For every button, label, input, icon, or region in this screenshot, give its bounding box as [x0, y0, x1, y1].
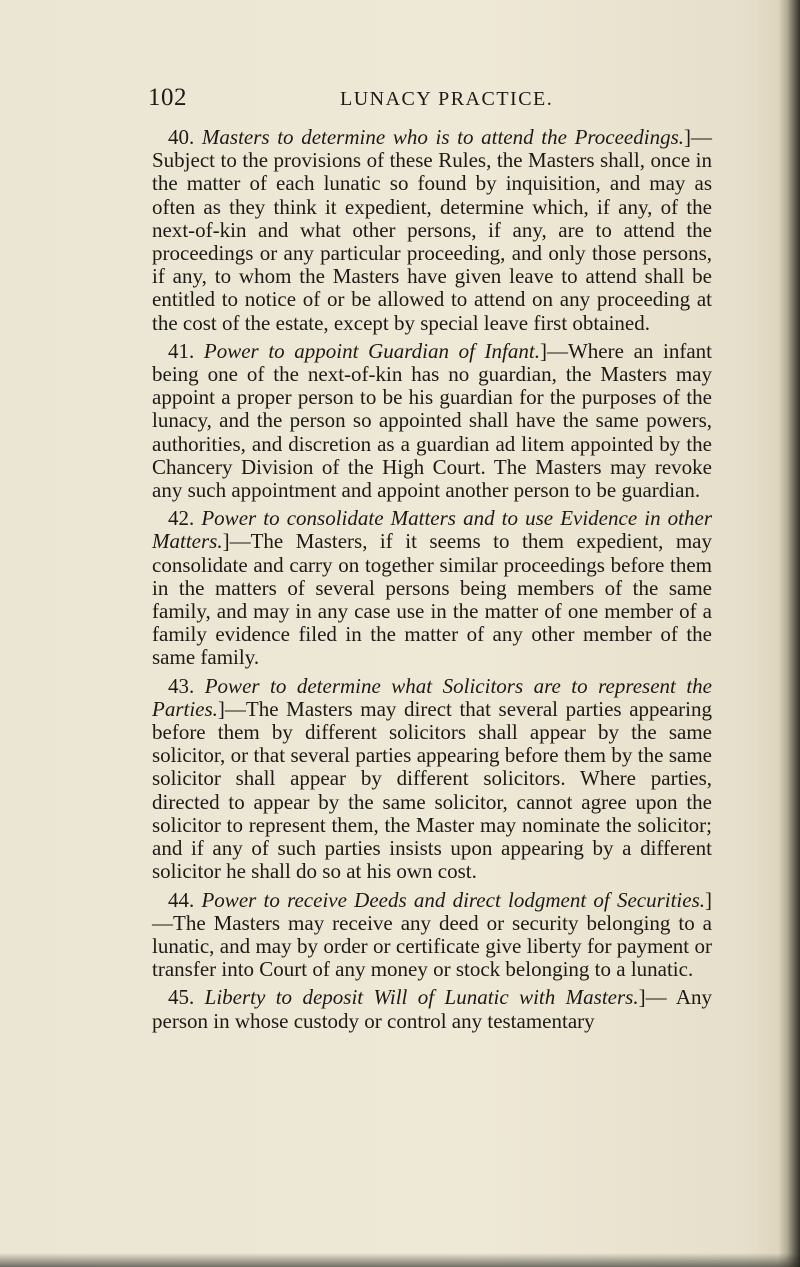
- paragraph-body: Any person in whose custody or control any testamentary: [152, 985, 713, 1033]
- paragraph-number: 42.: [168, 506, 195, 531]
- paragraph-body: The Masters may receive any deed or security belonging to a lunatic, and may by order or certificate give liberty for payment or transfer into Court of any money or stock belonging to a lunatic.: [152, 910, 712, 982]
- page-number: 102: [148, 84, 187, 111]
- paragraph-body: Subject to the provisions of these Rules, the Masters shall, once in the matter of each lunatic so found by inquisition, and may as often as they think it expedient, determine which, if any, of the next-of-kin and what other persons, if any, are to attend the proceedings or any particular proceeding, and only those persons, if any, to whom the Masters have given leave to attend shall be entitled to notice of or be allowed to attend on any proceeding at the cost of the estate, except by special leave first obtained.: [152, 148, 712, 335]
- heading-close: ]—: [638, 985, 667, 1010]
- paragraph-number: 43.: [168, 673, 195, 698]
- paragraph-42: [152, 507, 712, 669]
- paragraph-heading: Liberty to deposit Will of Lunatic with Masters.: [204, 985, 639, 1010]
- paragraph-heading: Masters to determine who is to attend the Proceedings.: [201, 125, 685, 149]
- page-header: [148, 84, 708, 124]
- running-head: LUNACY PRACTICE.: [340, 88, 554, 110]
- page-bottom-shadow: [0, 1253, 800, 1267]
- heading-close: ]—: [217, 696, 246, 721]
- paragraph-heading: Power to determine what Solicitors are to represent the Parties.: [152, 673, 713, 721]
- body-text: [152, 126, 712, 1038]
- heading-close: ]—: [539, 338, 568, 363]
- paragraph-number: 45.: [168, 985, 195, 1010]
- paragraph-41: [152, 340, 712, 502]
- heading-close: ]—: [222, 529, 251, 554]
- paragraph-number: 40.: [168, 125, 195, 149]
- paragraph-44: [152, 889, 712, 982]
- paragraph-number: 41.: [168, 338, 195, 363]
- paragraph-body: The Masters may direct that several parties appearing before them by different solicitors shall appear by the same solicitor, or that several parties appearing before them by the same solicitor shall appear by different solicitors. Where parties, directed to appear by the same solicitor, cannot agree upon the solicitor to represent them, the Master may nominate the solicitor; and if any of such parties insists upon appearing by a different solicitor he shall do so at his own cost.: [152, 696, 712, 884]
- paragraph-number: 44.: [168, 887, 195, 912]
- paragraph-body: The Masters, if it seems to them expedient, may consolidate and carry on together similar proceedings before them in the matters of several persons being members of the same family, and may in any case use in the matter of one member of a family evidence filed in the matter of any other member of the same family.: [152, 529, 712, 670]
- heading-close: ]—: [684, 125, 713, 149]
- paragraph-heading: Power to receive Deeds and direct lodgment of Securities.: [201, 887, 706, 912]
- paragraph-heading: Power to appoint Guardian of Infant.: [203, 338, 540, 363]
- paragraph-heading: Power to consolidate Matters and to use Evidence in other Matters.: [152, 506, 713, 554]
- paragraph-45: [152, 986, 712, 1032]
- paragraph-body: Where an infant being one of the next-of-kin has no guardian, the Masters may appoint a proper person to be his guardian for the purposes of the lunacy, and the person so appointed shall have the same powers, authorities, and discretion as a guardian ad litem appointed by the Chancery Division of the High Court. The Masters may revoke any such appointment and appoint another person to be guardian.: [152, 338, 712, 503]
- paragraph-40: [152, 126, 712, 335]
- paragraph-43: [152, 675, 712, 884]
- page-edge-shadow: [778, 0, 800, 1267]
- heading-close: ] —: [152, 887, 713, 935]
